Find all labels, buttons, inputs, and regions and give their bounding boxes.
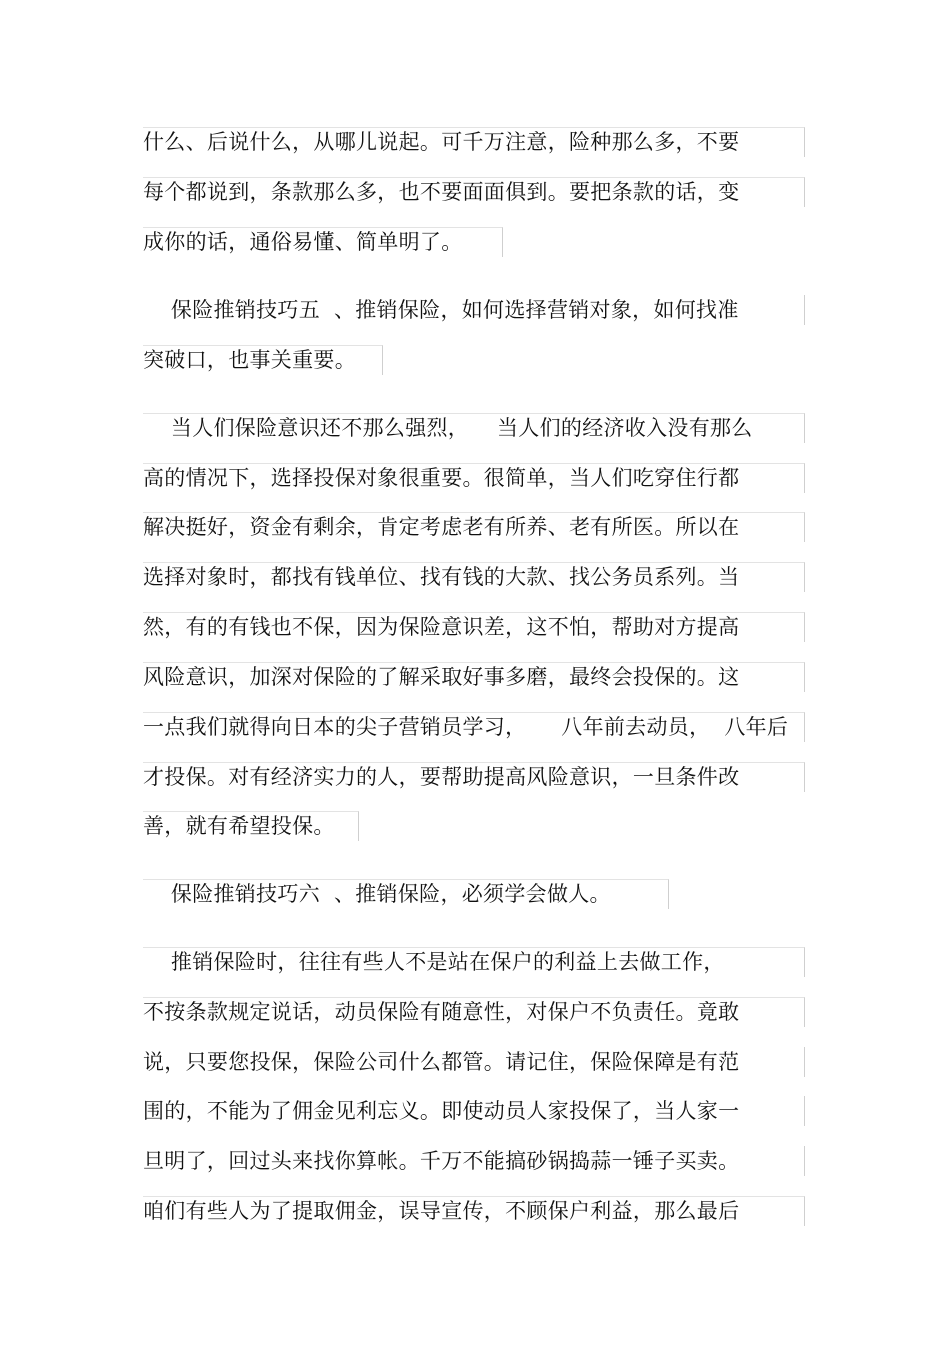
text-line: 风险意识，加深对保险的了解采取好事多磨，最终会投保的。这 <box>143 665 740 689</box>
text-line: 才投保。对有经济实力的人，要帮助提高风险意识，一旦条件改 <box>143 765 740 789</box>
text-line: 咱们有些人为了提取佣金，误导宣传，不顾保户利益，那么最后 <box>143 1199 740 1223</box>
text-line: 说，只要您投保，保险公司什么都管。请记住，保险保障是有范 <box>143 1050 740 1074</box>
section-heading-5: 保险推销技巧五 、推销保险，如何选择营销对象，如何找准 <box>143 298 739 322</box>
text-line: 选择对象时，都找有钱单位、找有钱的大款、找公务员系列。当 <box>143 565 740 589</box>
text-line: 解决挺好，资金有剩余，肯定考虑老有所养、老有所医。所以在 <box>143 515 740 539</box>
text-line: 一点我们就得向日本的尖子营销员学习， 八年前去动员， 八年后 <box>143 715 789 739</box>
text-line: 突破口，也事关重要。 <box>143 348 356 372</box>
text-line: 不按条款规定说话，动员保险有随意性，对保户不负责任。竟敢 <box>143 1000 740 1024</box>
text-line: 推销保险时，往往有些人不是站在保户的利益上去做工作， <box>143 950 725 974</box>
text-line: 善，就有希望投保。 <box>143 814 335 838</box>
section-heading-6: 保险推销技巧六 、推销保险，必须学会做人。 <box>143 882 611 906</box>
text-line: 当人们保险意识还不那么强烈， 当人们的经济收入没有那么 <box>143 416 753 440</box>
text-line: 高的情况下，选择投保对象很重要。很简单，当人们吃穿住行都 <box>143 466 740 490</box>
text-line: 围的，不能为了佣金见利忘义。即使动员人家投保了，当人家一 <box>143 1099 740 1123</box>
text-line: 什么、后说什么，从哪儿说起。可千万注意，险种那么多，不要 <box>143 130 740 154</box>
text-line: 每个都说到，条款那么多，也不要面面俱到。要把条款的话，变 <box>143 180 740 204</box>
text-line: 成你的话，通俗易懂、简单明了。 <box>143 230 463 254</box>
text-line: 旦明了，回过头来找你算帐。千万不能搞砂锅捣蒜一锤子买卖。 <box>143 1149 740 1173</box>
text-line: 然，有的有钱也不保，因为保险意识差，这不怕，帮助对方提高 <box>143 615 740 639</box>
